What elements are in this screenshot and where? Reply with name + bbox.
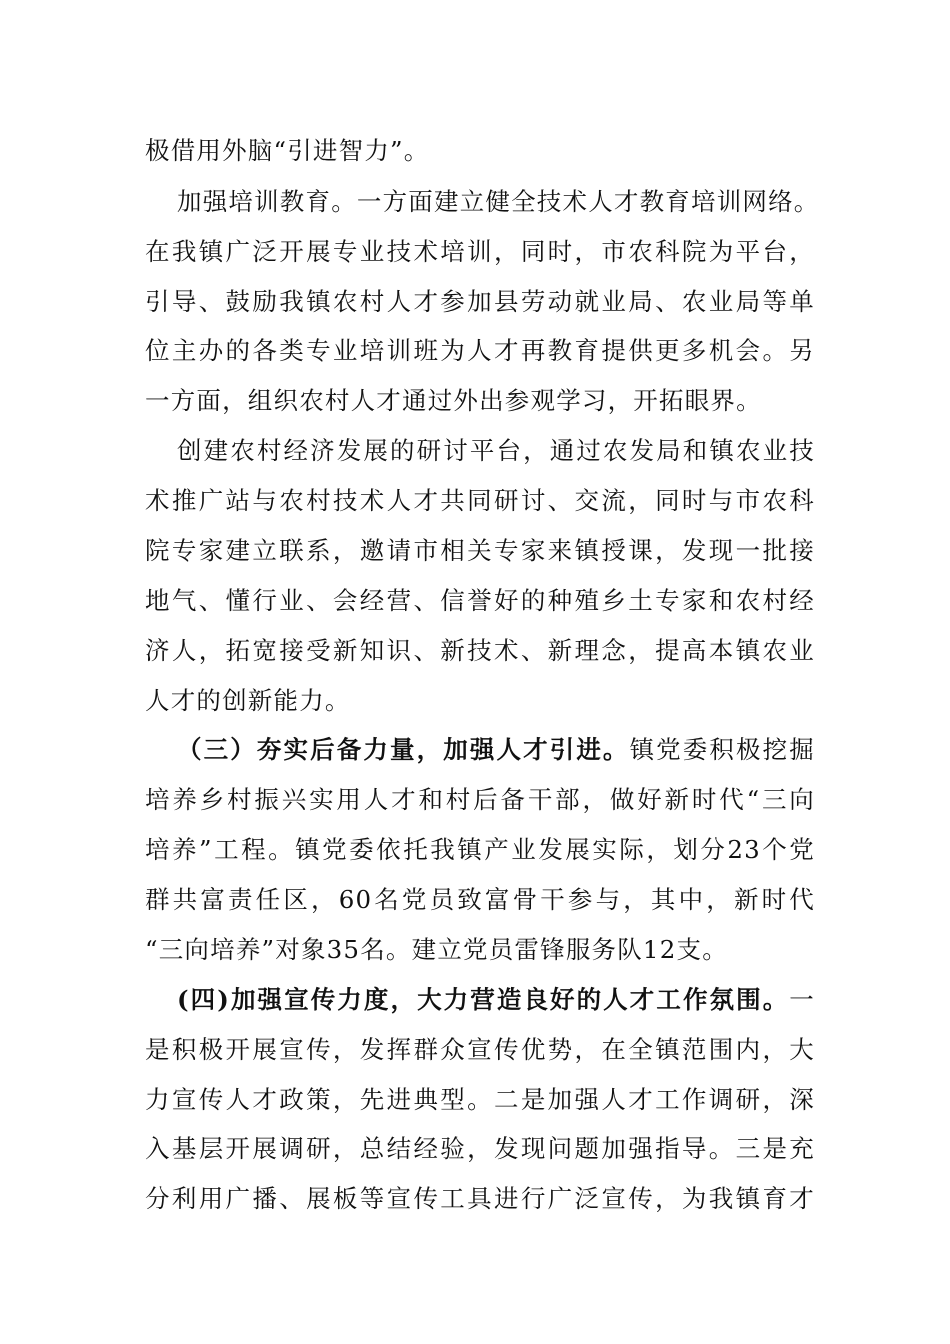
text-line: 培养”工程。镇党委依托我镇产业发展实际，划分23个党 (145, 835, 815, 864)
section-heading: （三）夯实后备力量，加强人才引进。 (177, 735, 630, 764)
text-line: 群共富责任区，60名党员致富骨干参与，其中，新时代 (145, 885, 815, 914)
paragraph-first-line: 创建农村经济发展的研讨平台，通过农发局和镇农业技 (177, 436, 815, 465)
text-line: 极借用外脑“引进智力”。 (145, 136, 430, 165)
section-text: 镇党委积极挖掘 (629, 735, 815, 764)
text-line: 济人，拓宽接受新知识、新技术、新理念，提高本镇农业 (145, 636, 815, 665)
text-line: 人才的创新能力。 (145, 686, 351, 715)
text-line: 在我镇广泛开展专业技术培训，同时，市农科院为平台， (145, 237, 815, 266)
text-line: 引导、鼓励我镇农村人才参加县劳动就业局、农业局等单 (145, 287, 815, 316)
text-line: 术推广站与农村技术人才共同研讨、交流，同时与市农科 (145, 486, 815, 515)
text-line: 培养乡村振兴实用人才和村后备干部，做好新时代“三向 (145, 785, 815, 814)
section-heading: (四)加强宣传力度，大力营造良好的人才工作氛围。 (177, 985, 790, 1014)
section-heading-line (177, 730, 815, 770)
section-text: 一 (789, 985, 815, 1014)
text-line: 入基层开展调研，总结经验，发现问题加强指导。三是充 (145, 1134, 815, 1163)
text-line: 地气、懂行业、会经营、信誉好的种殖乡土专家和农村经 (145, 586, 815, 615)
text-line: 一方面，组织农村人才通过外出参观学习，开拓眼界。 (145, 386, 762, 415)
text-line: 院专家建立联系，邀请市相关专家来镇授课，发现一批接 (145, 536, 815, 565)
text-line: “三向培养”对象35名。建立党员雷锋服务队12支。 (145, 935, 728, 964)
text-line: 分利用广播、展板等宣传工具进行广泛宣传，为我镇育才 (145, 1184, 815, 1213)
text-line: 位主办的各类专业培训班为人才再教育提供更多机会。另 (145, 336, 815, 365)
section-heading-line (177, 980, 815, 1020)
text-line: 力宣传人才政策，先进典型。二是加强人才工作调研，深 (145, 1085, 815, 1114)
paragraph-first-line: 加强培训教育。一方面建立健全技术人才教育培训网络。 (177, 187, 820, 216)
text-line: 是积极开展宣传，发挥群众宣传优势，在全镇范围内，大 (145, 1035, 815, 1064)
